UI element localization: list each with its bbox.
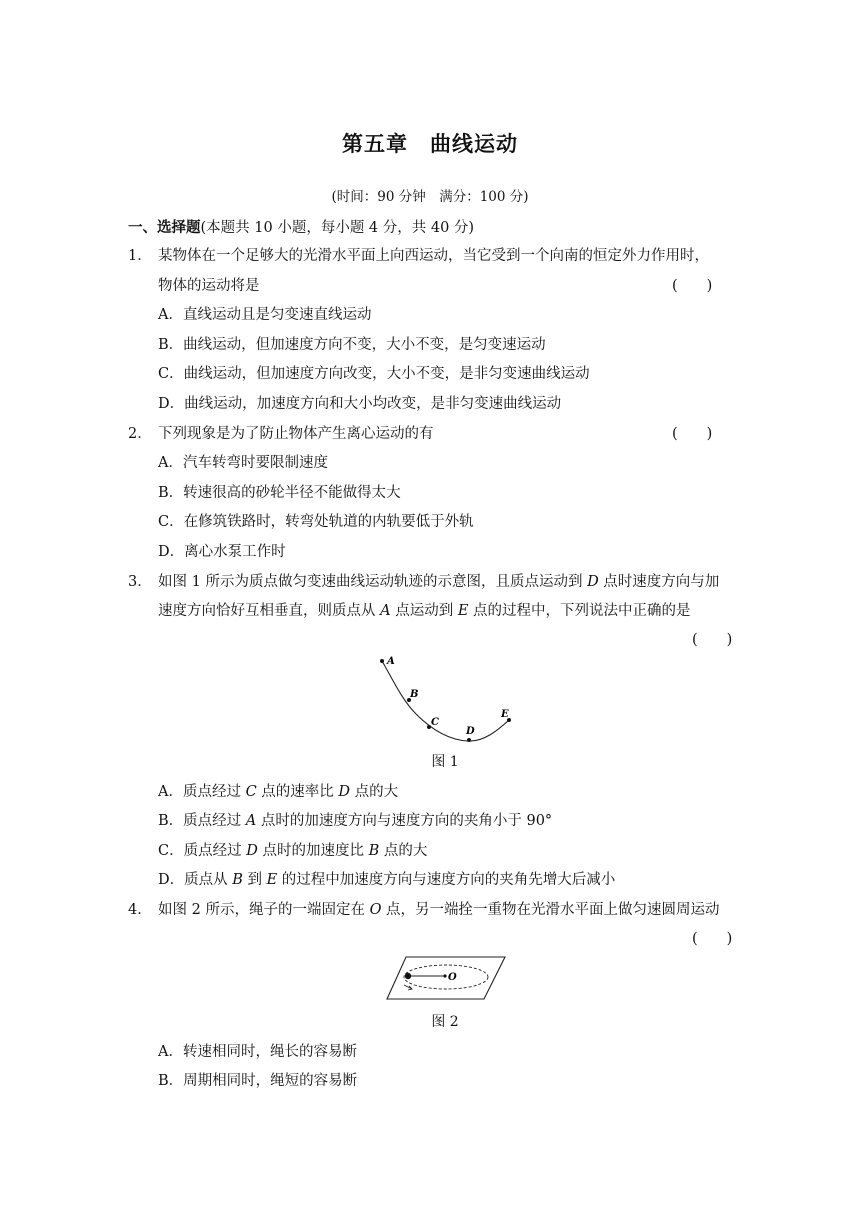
q3-stem-line1: [158, 572, 719, 592]
q3-line2-text-c: 点的过程中，下列说法中正确的是: [468, 603, 691, 619]
q3-number: 3．: [128, 574, 152, 590]
q4-number: 4．: [128, 902, 152, 918]
q4-line1-var: O: [369, 902, 382, 918]
exam-info: (时间：90 分钟 满分：100 分): [331, 189, 529, 205]
center-point: [443, 974, 446, 977]
q3-option-d: [158, 870, 615, 890]
q3-opt-b-var1: A: [245, 813, 257, 829]
q3-line2-text-b: 点运动到: [390, 603, 458, 619]
q3-opt-c-text-b: 点时的加速度比: [257, 843, 369, 859]
q2-option-d: D．离心水泵工作时: [158, 544, 286, 560]
q3-opt-c-var2: B: [368, 843, 380, 859]
q2-option-a: A．汽车转弯时要限制速度: [158, 455, 328, 471]
q1-stem-line2: 物体的运动将是: [158, 278, 260, 294]
q1-answer-blank: ( ): [672, 278, 713, 294]
q4-option-a: A．转速相同时，绳长的容易断: [158, 1044, 357, 1060]
q3-opt-d-text-b: 到: [242, 872, 267, 888]
q4-answer-blank: ( ): [692, 931, 733, 947]
figure-2-circular-motion: [384, 954, 508, 1004]
q3-line1-var: D: [587, 574, 599, 590]
q2-number: 2．: [128, 426, 152, 442]
label-c: C: [431, 717, 439, 728]
q4-line1-text-a: 如图 2 所示，绳子的一端固定在: [158, 902, 370, 918]
q4-stem-line1: [158, 900, 720, 920]
q3-line1-text-a: 如图 1 所示为质点做匀变速曲线运动轨迹的示意图，且质点运动到: [158, 574, 588, 590]
label-b: B: [410, 689, 419, 700]
weight: [405, 973, 411, 979]
label-e: E: [501, 709, 509, 720]
q3-opt-a-text-a: A．质点经过: [158, 784, 246, 800]
q3-option-b: [158, 811, 552, 831]
q2-option-b: B．转速很高的砂轮半径不能做得太大: [158, 485, 401, 501]
figure-1-trajectory: [370, 650, 530, 750]
section-heading: [128, 218, 474, 238]
q2-option-c: C．在修筑铁路时，转弯处轨道的内轨要低于外轨: [158, 514, 474, 530]
q3-opt-c-text-a: C．质点经过: [158, 843, 247, 859]
q3-opt-b-text-b: 点时的加速度方向与速度方向的夹角小于 90°: [256, 813, 553, 829]
q2-answer-blank: ( ): [672, 426, 713, 442]
q3-option-c: [158, 841, 427, 861]
label-d: D: [466, 726, 475, 737]
q3-option-a: [158, 782, 398, 802]
q3-opt-d-text-c: 的过程中加速度方向与速度方向的夹角先增大后减小: [277, 872, 616, 888]
page-title: 第五章 曲线运动: [342, 131, 518, 156]
q3-line1-text-b: 点时速度方向与加: [598, 574, 720, 590]
q3-opt-a-text-c: 点的大: [350, 784, 399, 800]
q3-opt-d-var2: E: [266, 872, 278, 888]
section-heading-note: (本题共 10 小题，每小题 4 分，共 40 分): [200, 220, 475, 236]
point-d: [467, 738, 471, 742]
q3-line2-var1: A: [380, 603, 391, 619]
q3-opt-a-var2: D: [338, 784, 351, 800]
q3-opt-a-var1: C: [245, 784, 257, 800]
q1-stem-line1: 某物体在一个足够大的光滑水平面上向西运动，当它受到一个向南的恒定外力作用时，: [158, 248, 709, 264]
q1-option-c: C．曲线运动，但加速度方向改变，大小不变，是非匀变速曲线运动: [158, 366, 590, 382]
section-heading-label: 一、选择题: [128, 219, 201, 236]
q3-opt-d-var1: B: [232, 872, 243, 888]
q1-option-a: A．直线运动且是匀变速直线运动: [158, 307, 372, 323]
label-o: O: [448, 972, 457, 983]
q3-opt-a-text-b: 点的速率比: [256, 784, 339, 800]
q1-option-b: B．曲线运动，但加速度方向不变，大小不变，是匀变速运动: [158, 337, 546, 353]
q1-number: 1．: [128, 248, 152, 264]
q3-opt-c-var1: D: [246, 843, 258, 859]
q3-opt-c-text-c: 点的大: [379, 843, 428, 859]
q2-stem-line1: 下列现象是为了防止物体产生离心运动的有: [158, 426, 434, 442]
label-a: A: [387, 656, 395, 667]
q3-opt-d-text-a: D．质点从: [158, 872, 233, 888]
q3-answer-blank: ( ): [692, 632, 733, 648]
q4-option-b: B．周期相同时，绳短的容易断: [158, 1073, 358, 1089]
q3-stem-line2: [158, 601, 691, 621]
figure-1-caption: 图 1: [431, 754, 459, 770]
trajectory-curve: [382, 661, 509, 741]
horizontal-plane: [387, 957, 505, 999]
q4-line1-text-b: 点，另一端拴一重物在光滑水平面上做匀速圆周运动: [381, 902, 720, 918]
q3-line2-text-a: 速度方向恰好互相垂直，则质点从: [158, 603, 381, 619]
q3-opt-b-text-a: B．质点经过: [158, 813, 246, 829]
point-a: [380, 659, 384, 663]
figure-2-caption: 图 2: [431, 1014, 459, 1030]
q1-option-d: D．曲线运动，加速度方向和大小均改变，是非匀变速曲线运动: [158, 396, 562, 412]
q3-line2-var2: E: [457, 603, 469, 619]
